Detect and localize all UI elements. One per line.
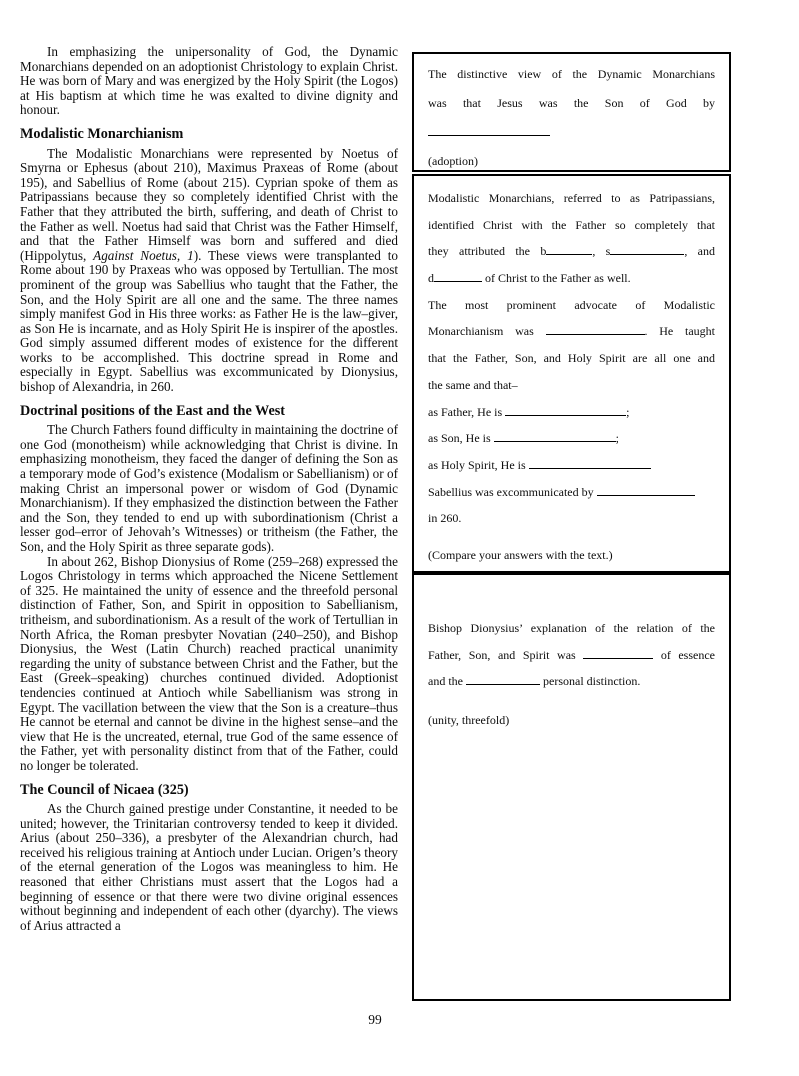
- exercise-box-modalistic-monarchians: [412, 174, 731, 573]
- exercise-line: [428, 185, 715, 212]
- exercise-line: [428, 265, 715, 292]
- fill-in-blank: [434, 270, 482, 282]
- exercise-line: [428, 452, 715, 479]
- exercise-text: as Holy Spirit, He is: [428, 457, 529, 472]
- exercise-line: [428, 372, 715, 399]
- exercise-box-dionysius-explanation: [412, 573, 731, 1001]
- exercise-line: [428, 642, 715, 669]
- exercise-text: the same and that–: [428, 377, 518, 392]
- exercise-text: as Son, He is: [428, 431, 494, 446]
- fill-in-blank: [505, 404, 626, 416]
- exercise-line: [428, 345, 715, 372]
- exercise-text: , and: [684, 244, 715, 259]
- exercise-line: [428, 60, 715, 89]
- fill-in-blank: [583, 647, 653, 659]
- spacer: [428, 695, 715, 707]
- section-heading: Modalistic Monarchianism: [20, 125, 184, 142]
- exercise-line: [428, 292, 715, 319]
- section-heading: The Council of Nicaea (325): [20, 781, 189, 798]
- fill-in-blank: [466, 673, 540, 685]
- exercise-box-column: [412, 52, 731, 1001]
- exercise-text: ;: [615, 431, 620, 446]
- paragraph: As the Church gained prestige under Constantine, it needed to be united; however, the Trinitarian controversy tended to keep it divided. Arius (about 250–336), a presbyter of the Alexandrian church, had received his religious training at Antioch under Lucian. Origen’s theory of the eternal generation of the Logos was meaningless to him. He reasoned that either Christians must assert that the Logos had a beginning of essence or that there were two divine original essences without beginning and independent of each other (dyarchy). The views of Arius attracted a: [20, 801, 398, 933]
- exercise-line: [428, 318, 715, 345]
- exercise-text: Father, Son, and Spirit was: [428, 647, 584, 662]
- exercise-text: personal distinction.: [540, 674, 641, 689]
- fill-in-blank: [428, 124, 550, 136]
- paragraph: In about 262, Bishop Dionysius of Rome (259–268) expressed the Logos Christology in terms which approached the Nicene Settlement of 325. He maintained the unity of essence and the threefold personal distinction of Father, Son, and Spirit in opposition to Sabellianism, tritheism, and subordinationism. As a result of the work of Tertullian in North Africa, the Roman presbyter Novatian (240–250), and Bishop Dionysius, the West (Latin Church) reached practical unanimity regarding the unity of substance between Christ and the Father, but the East (Greek–speaking) churches continued divided. Adoptionist tendencies continued at Antioch while Sabellianism was strong in Egypt. The vacillation between the view that the Son is a creature–thus He cannot be eternal and cannot be divine in the highest sense–and the view that He is the uncreated, eternal, true God of the same essence of the Father, yet with personality distinct from that of the Father, could no longer be tolerated.: [20, 553, 398, 773]
- exercise-line: [428, 479, 715, 506]
- exercise-text: The distinctive view of the Dynamic Monarchians: [428, 67, 715, 81]
- exercise-text: The most prominent advocate of Modalistic: [428, 297, 715, 312]
- exercise-text: ;: [626, 404, 630, 419]
- fill-in-blank: [546, 323, 645, 335]
- article-text-column: [20, 45, 398, 933]
- exercise-text: Bishop Dionysius’ explanation of the relation of the: [428, 621, 715, 635]
- fill-in-blank: [597, 484, 695, 496]
- fill-in-blank: [546, 243, 592, 255]
- exercise-text: of Christ to the Father as well.: [482, 271, 631, 286]
- exercise-line: [428, 147, 715, 176]
- exercise-line: [428, 89, 715, 118]
- section-heading: Doctrinal positions of the East and the West: [20, 402, 285, 419]
- exercise-text: they attributed the b: [428, 244, 547, 259]
- exercise-text: that the Father, Son, and Holy Spirit are all one and: [428, 351, 715, 366]
- exercise-line: [428, 425, 715, 452]
- exercise-line: [428, 668, 715, 695]
- page-number: 99: [368, 1012, 382, 1027]
- exercise-text: identified Christ with the Father so completely that: [428, 217, 715, 232]
- fill-in-blank: [529, 457, 651, 469]
- exercise-text: (Compare your answers with the text.): [428, 547, 613, 562]
- exercise-line: [428, 118, 715, 147]
- exercise-line: [428, 542, 715, 569]
- exercise-line: [428, 615, 715, 642]
- exercise-text: Monarchianism was: [428, 324, 546, 339]
- exercise-text: , s: [592, 244, 611, 259]
- exercise-text: as Father, He is: [428, 404, 506, 419]
- exercise-box-dynamic-monarchians: [412, 52, 731, 172]
- exercise-text: was that Jesus was the Son of God by: [428, 96, 715, 110]
- paragraph: The Modalistic Monarchians were represented by Noetus of Smyrna or Ephesus (about 210), Maximus Praxeas of Rome (about 195), and Sabellius of Rome (about 215). Cyprian spoke of them as Patripassians because they so completely identified Christ with the Father that they attributed the birth, suffering, and death of Christ to the Father as well. Noetus had said that Christ was the Father Himself, and that the Father Himself was born and suffered and died (Hippolytus, Against Noetus, 1). These views were transplanted to Rome about 190 by Praxeas who was opposed by Tertullian. The most prominent of the group was Sabellius who taught that the Father, the Son, and the Holy Spirit are all one and the same. The three names simply manifest God in His three works: as Father He is the law–giver, as Son He is incarnate, and as Holy Spirit He is inspirer of the apostles. God simply assumed different modes of existence for the different works to be accomplished. This doctrine spread in Rome and especially in Egypt. Sabellius was excommunicated by Dionysius, bishop of Alexandria, in 260.: [20, 145, 398, 395]
- exercise-line: [428, 399, 715, 426]
- exercise-text: (unity, threefold): [428, 713, 510, 728]
- exercise-line: [428, 505, 715, 532]
- exercise-text: of essence: [653, 647, 715, 662]
- fill-in-blank: [494, 430, 616, 442]
- exercise-text: (adoption): [428, 154, 478, 168]
- fill-in-blank: [610, 243, 684, 255]
- exercise-line: [428, 707, 715, 734]
- spacer: [428, 532, 715, 542]
- exercise-text: in 260.: [428, 511, 462, 526]
- exercise-line: [428, 212, 715, 239]
- exercise-text: and the: [428, 674, 466, 689]
- exercise-line: [428, 238, 715, 265]
- paragraph: In emphasizing the unipersonality of God, the Dynamic Monarchians depended on an adoptionist Christology to explain Christ. He was born of Mary and was energized by the Holy Spirit (the Logos) at His baptism at which time he was exalted to divine dignity and honour.: [20, 44, 398, 118]
- exercise-text: Sabellius was excommunicated by: [428, 484, 597, 499]
- exercise-text: Modalistic Monarchians, referred to as Patripassians,: [428, 191, 715, 205]
- paragraph: The Church Fathers found difficulty in maintaining the doctrine of one God (monotheism) while acknowledging that Christ is divine. In emphasizing monotheism, they faced the danger of defining the Son as a temporary mode of God’s existence (Modalism or Sabellianism) or of making Christ an impersonal power or wisdom of God (Dynamic Monarchianism). If they emphasized the distinction between the Father and the Son, they tended to end up with subordinationism (Christ a lesser god–error of Jehovah’s Witnesses) or tritheism (the Father, the Son, and the Holy Spirit as three separate gods).: [20, 422, 398, 554]
- exercise-text: d: [428, 271, 434, 286]
- exercise-text: . He taught: [644, 324, 715, 339]
